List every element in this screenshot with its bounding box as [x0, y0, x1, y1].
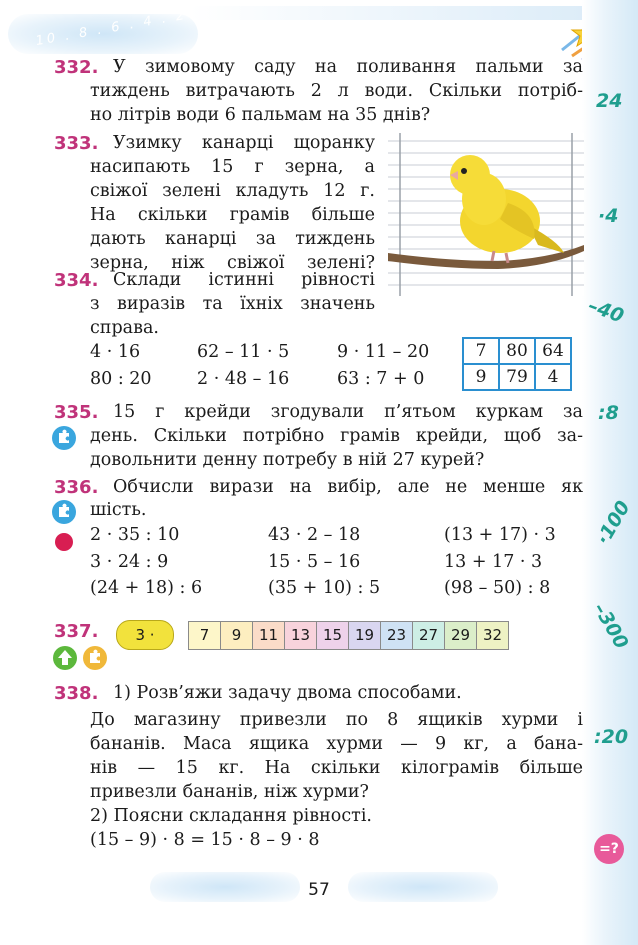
expr-336-c2-r1: 43 · 2 – 18	[268, 525, 361, 545]
problem-333-line-4: На скільки грамів більше	[90, 205, 375, 225]
expr-334-r1c3: 9 · 11 – 20	[337, 342, 430, 362]
header-band	[190, 6, 590, 20]
problem-338-line-4: привезли бананів, ніж хурми?	[90, 782, 369, 802]
expr-336-c3-r3: (98 – 50) : 8	[444, 578, 551, 598]
chain-cell: 19	[348, 621, 381, 650]
chain-cell: 27	[412, 621, 445, 650]
problem-336-line-2: шість.	[90, 500, 147, 520]
problem-334-line-3: справа.	[90, 318, 159, 338]
answer-value: 7	[463, 338, 499, 364]
problem-336-number: 336.	[54, 477, 99, 498]
footer-cloud-right	[348, 872, 498, 902]
expr-336-c1-r2: 3 · 24 : 9	[90, 552, 169, 572]
chain-cell: 29	[444, 621, 477, 650]
problem-338-line-1: До магазину привезли по 8 ящиків хурми і	[90, 710, 583, 730]
problem-332-line-1: У зимовому саду на поливання пальми за	[113, 57, 583, 77]
answer-table	[462, 337, 572, 391]
side-number-4: :8	[598, 402, 619, 424]
problem-334-line-2: з виразів та їхніх значень	[90, 294, 375, 314]
problem-333-line-6: зерна, ніж свіжої зелені?	[90, 253, 375, 273]
expr-334-r2c1: 80 : 20	[90, 369, 152, 389]
expr-334-r1c1: 4 · 16	[90, 342, 141, 362]
answer-value: 64	[535, 338, 571, 364]
problem-338-line-3: нів — 15 кг. На скільки кілограмів більше	[90, 758, 583, 778]
side-number-6: –300	[588, 599, 633, 653]
header-cloud	[8, 7, 198, 64]
problem-336-line-1: Обчисли вирази на вибір, але не менше як	[113, 477, 583, 497]
answer-value: 79	[499, 364, 535, 390]
answer-value: 9	[463, 364, 499, 390]
side-number-2: ·4	[598, 205, 619, 227]
expr-336-c3-r2: 13 + 17 · 3	[444, 552, 543, 572]
chain-cell: 7	[188, 621, 221, 650]
side-number-3: –40	[585, 294, 627, 328]
problem-338-number: 338.	[54, 683, 99, 704]
problem-333-line-3: свіжої зелені кладуть 12 г.	[90, 181, 375, 201]
side-number-5: ·100	[592, 497, 635, 549]
red-dot-marker	[55, 533, 73, 551]
puzzle-icon	[51, 499, 77, 525]
puzzle-icon	[82, 645, 108, 671]
problem-333-number: 333.	[54, 133, 99, 154]
operator-badge: 3 ·	[116, 620, 174, 650]
problem-334-line-1: Склади істинні рівності	[113, 270, 375, 290]
problem-332-number: 332.	[54, 57, 99, 78]
problem-332-line-2: тиждень витрачають 2 л води. Скільки потріб-	[90, 81, 583, 101]
problem-333-line-1: Узимку канарці щоранку	[113, 133, 375, 153]
expr-336-c1-r3: (24 + 18) : 6	[90, 578, 203, 598]
problem-334-number: 334.	[54, 270, 99, 291]
problem-338-line-2: бананів. Маса ящика хурми — 9 кг, а бана-	[90, 734, 583, 754]
expr-336-c2-r3: (35 + 10) : 5	[268, 578, 381, 598]
chain-cell: 9	[220, 621, 253, 650]
problem-338-task1: 1) Розв’яжи задачу двома способами.	[113, 683, 462, 703]
expr-334-r2c2: 2 · 48 – 16	[197, 369, 290, 389]
chain-cell: 11	[252, 621, 285, 650]
problem-335-number: 335.	[54, 402, 99, 423]
problem-335-line-2: день. Скільки потрібно грамів крейди, щоб за-	[90, 426, 583, 446]
expr-334-r2c3: 63 : 7 + 0	[337, 369, 425, 389]
problem-332-line-3: но літрів води 6 пальмам на 35 днів?	[90, 105, 431, 125]
side-strip	[582, 0, 638, 945]
expr-336-c2-r2: 15 · 5 – 16	[268, 552, 361, 572]
chain-cell: 13	[284, 621, 317, 650]
side-number-7: :20	[594, 726, 629, 748]
problem-333-line-5: дають канарці за тиждень	[90, 229, 375, 249]
problem-337-number: 337.	[54, 621, 99, 642]
problem-338-task2: 2) Поясни складання рівності.	[90, 806, 372, 826]
problem-335-line-1: 15 г крейди згодували п’ятьом куркам за	[113, 402, 583, 422]
cloud-digits: 10 . 8 . 6 . 4 . 2 .	[34, 7, 189, 64]
expr-336-c3-r1: (13 + 17) · 3	[444, 525, 556, 545]
expr-336-c1-r1: 2 · 35 : 10	[90, 525, 180, 545]
canary-cage-illustration	[388, 133, 584, 296]
side-number-1: 24	[596, 90, 623, 112]
puzzle-icon	[51, 425, 77, 451]
answer-value: 80	[499, 338, 535, 364]
chain-cell: 32	[476, 621, 509, 650]
problem-338-equation: (15 – 9) · 8 = 15 · 8 – 9 · 8	[90, 830, 320, 850]
chain-cell: 23	[380, 621, 413, 650]
page-number: 57	[308, 880, 330, 900]
answer-value: 4	[535, 364, 571, 390]
problem-333-line-2: насипають 15 г зерна, а	[90, 157, 375, 177]
up-arrow-icon	[52, 645, 78, 671]
chain-cell: 15	[316, 621, 349, 650]
side-badge: =?	[594, 834, 624, 864]
footer-cloud-left	[150, 872, 300, 902]
expr-334-r1c2: 62 – 11 · 5	[197, 342, 290, 362]
problem-335-line-3: довольнити денну потребу в ній 27 курей?	[90, 450, 485, 470]
